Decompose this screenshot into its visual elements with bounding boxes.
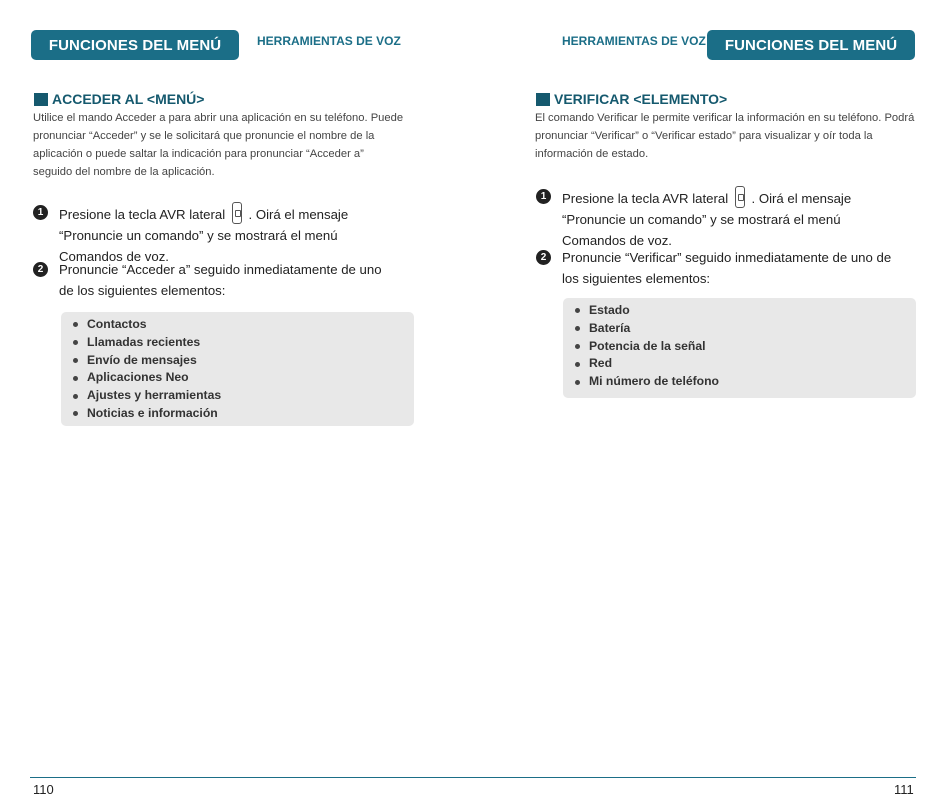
bullet-icon (575, 380, 580, 385)
list-item (575, 302, 906, 320)
square-bullet-icon (536, 93, 550, 106)
step-number: 2 (33, 262, 48, 277)
list-item (575, 373, 906, 391)
items-list (575, 302, 906, 391)
list-item-text: Estado (589, 303, 630, 317)
chapter-tab-title: FUNCIONES DEL MENÚ (724, 36, 898, 54)
page-number: 110 (33, 782, 54, 797)
list-item-text: Potencia de la señal (589, 338, 706, 353)
list-item-text: Llamadas recientes (87, 334, 201, 349)
bullet-icon (73, 394, 78, 399)
bullet-icon (73, 411, 78, 416)
step-text (562, 186, 901, 251)
intro-paragraph: El comando Verificar le permite verificar la información en su teléfono. Podrá pronunciar “Verificar” o “Verificar estado” para visualizar y oír toda la información de estado. (535, 112, 915, 160)
items-box (563, 298, 916, 398)
section-heading-text: VERIFICAR <ELEMENTO> (554, 91, 728, 107)
step-2 (33, 259, 398, 301)
section-label: HERRAMIENTAS DE VOZ (257, 34, 401, 48)
section-heading (536, 91, 727, 107)
step-text-end: . Oirá el mensaje “Pronuncie un comando” y se mostrará el menú Comandos de voz. (59, 207, 349, 264)
step-2 (536, 247, 901, 289)
items-list (73, 316, 404, 423)
chapter-tab-title: FUNCIONES DEL MENÚ (48, 36, 222, 54)
step-text: Pronuncie “Verificar” seguido inmediatamente de uno de los siguientes elementos: (562, 250, 892, 286)
step-1 (33, 202, 398, 267)
list-item-text: Envío de mensajes (87, 352, 197, 367)
list-item-text: Red (589, 356, 613, 371)
step-text-end: . Oirá el mensaje “Pronuncie un comando” y se mostrará el menú Comandos de voz. (562, 191, 852, 248)
list-item (575, 338, 906, 356)
step-number: 1 (536, 189, 551, 204)
list-item-text: Contactos (87, 317, 147, 331)
bullet-icon (575, 326, 580, 331)
list-item (575, 320, 906, 338)
list-item (73, 334, 404, 352)
bullet-icon (73, 376, 78, 381)
bullet-icon (575, 308, 580, 313)
step-number: 1 (33, 205, 48, 220)
right-page (475, 0, 950, 812)
bullet-icon (73, 358, 78, 363)
step-1 (536, 186, 901, 251)
bullet-icon (575, 362, 580, 367)
bullet-icon (73, 322, 78, 327)
square-bullet-icon (34, 93, 48, 106)
list-item-text: Noticias e información (87, 405, 218, 420)
step-number: 2 (536, 250, 551, 265)
step-text: Pronuncie “Acceder a” seguido inmediatamente de uno de los siguientes elementos: (59, 262, 382, 298)
list-item (575, 355, 906, 373)
footer-rule (30, 777, 916, 778)
intro-paragraph: Utilice el mando Acceder a para abrir una aplicación en su teléfono. Puede pronunciar “Acceder” y se le solicitará que pronuncie el nombre de la aplicación o puede saltar la indicación para pronunciar “Acceder a” seguido del nombre de la aplicación. (33, 112, 404, 178)
list-item-text: Aplicaciones Neo (87, 370, 189, 385)
chapter-tab (31, 30, 239, 60)
step-text-start: Presione la tecla AVR lateral (59, 207, 226, 222)
step-text-start: Presione la tecla AVR lateral (562, 191, 729, 206)
bullet-icon (575, 344, 580, 349)
side-key-icon (232, 202, 242, 224)
list-item (73, 387, 404, 405)
list-item (73, 369, 404, 387)
page-number: 111 (894, 782, 914, 797)
section-heading (34, 91, 204, 107)
list-item (73, 352, 404, 370)
list-item-text: Batería (589, 320, 631, 335)
items-box (61, 312, 414, 426)
chapter-tab (707, 30, 915, 60)
list-item-text: Mi número de teléfono (589, 374, 720, 389)
side-key-icon (735, 186, 745, 208)
list-item (73, 316, 404, 334)
section-label: HERRAMIENTAS DE VOZ (562, 34, 706, 48)
list-item (73, 405, 404, 423)
section-heading-text: ACCEDER AL <MENÚ> (52, 91, 205, 107)
bullet-icon (73, 340, 78, 345)
step-text (59, 202, 398, 267)
list-item-text: Ajustes y herramientas (87, 388, 222, 403)
